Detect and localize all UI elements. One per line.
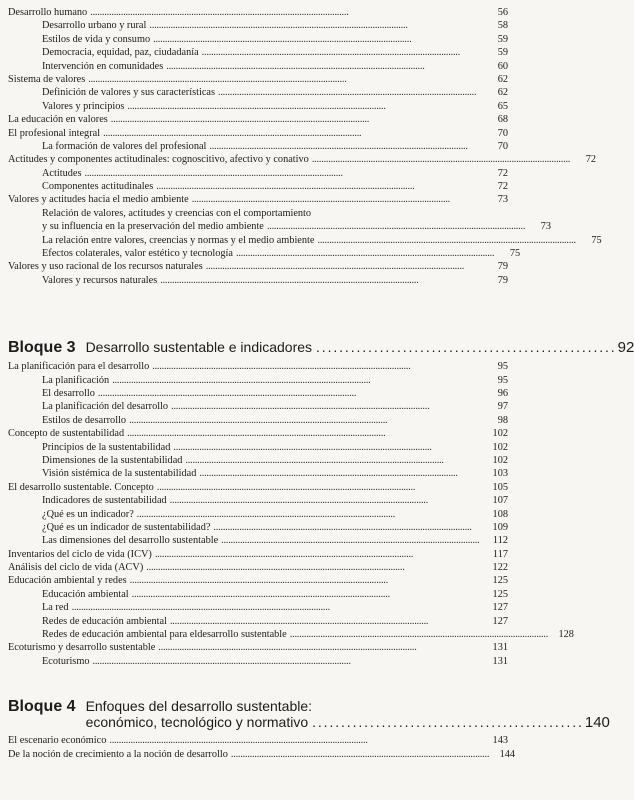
toc-entry-title: y su influencia en la preservación del medio ambiente (42, 221, 264, 233)
toc-entry-page: 127 (492, 615, 508, 627)
toc-entry-page: 62 (497, 87, 508, 99)
toc-subentry (8, 494, 508, 507)
dot-leader (166, 60, 481, 73)
toc-entry (8, 641, 508, 654)
dot-leader (218, 86, 481, 99)
dot-leader (160, 274, 481, 287)
dot-leader (129, 414, 481, 427)
toc-entry-title: La planificación (42, 374, 110, 386)
toc-subentry (8, 615, 508, 628)
toc-entry (8, 127, 508, 140)
toc-entry-title: Indicadores de sustentabilidad (42, 495, 167, 507)
toc-entry-title: Las dimensiones del desarrollo sustentable (42, 535, 219, 547)
toc-entry-title: Análisis del ciclo de vida (ACV) (8, 562, 144, 574)
toc-entry-title: La planificación del desarrollo (42, 401, 169, 413)
table-of-contents (8, 6, 634, 761)
toc-entry-title: Valores y actitudes hacia el medio ambiente (8, 194, 189, 206)
toc-subentry (8, 46, 508, 59)
toc-entry-title: Relación de valores, actitudes y creencias con el comportamiento (42, 207, 312, 219)
dot-leader (132, 588, 481, 601)
toc-subentry (8, 247, 521, 260)
toc-entry-title: El desarrollo (42, 387, 95, 399)
bloque-4-label: Bloque 4 (8, 698, 76, 716)
dot-leader (312, 153, 569, 166)
toc-entry-title: Visión sistémica de la sustentabilidad (42, 468, 197, 480)
toc-entry-page: 112 (492, 535, 508, 547)
toc-entry-title: El profesional integral (8, 127, 101, 139)
toc-subentry (8, 100, 508, 113)
toc-subentry (8, 387, 508, 400)
dot-leader (84, 167, 481, 180)
toc-entry (8, 748, 516, 761)
toc-entry-page: 58 (497, 20, 508, 32)
toc-subentry (8, 588, 508, 601)
dot-leader (72, 601, 481, 614)
toc-entry-title: Valores y principios (42, 100, 125, 112)
toc-subentry (8, 207, 508, 220)
dot-leader (92, 655, 481, 668)
toc-entry-page: 62 (497, 73, 508, 85)
toc-entry-page: 56 (497, 7, 508, 18)
toc-entry-page: 127 (492, 602, 508, 614)
dot-leader (202, 46, 481, 59)
toc-entry-page: 144 (499, 748, 516, 760)
toc-entry-title: Intervención en comunidades (42, 60, 164, 72)
dot-leader (206, 260, 481, 273)
dot-leader (170, 494, 481, 507)
toc-subentry (8, 374, 508, 387)
dot-leader (267, 220, 524, 233)
toc-subentry (8, 628, 574, 641)
dot-leader (153, 33, 481, 46)
toc-entry (8, 153, 596, 166)
toc-subentry (8, 454, 508, 467)
toc-subentry (8, 400, 508, 413)
dot-leader (111, 113, 481, 126)
toc-entry (8, 481, 508, 494)
dot-leader (137, 508, 481, 521)
toc-subentry (8, 521, 508, 534)
toc-entry-page: 75 (509, 248, 521, 260)
toc-entry-title: El desarrollo sustentable. Concepto (8, 481, 154, 493)
toc-entry-title: Actitudes y componentes actitudinales: cognoscitivo, afectivo y conativo (8, 154, 309, 166)
dot-leader (146, 561, 481, 574)
toc-entry-page: 72 (497, 181, 508, 193)
dot-leader (317, 234, 574, 247)
toc-entry-page: 70 (497, 127, 508, 139)
toc-entry-title: Sistema de valores (8, 73, 86, 85)
toc-entry-title: Democracia, equidad, paz, ciudadanía (42, 47, 199, 59)
toc-entry-title: El escenario económico (8, 735, 107, 747)
toc-entry-title: Estilos de desarrollo (42, 414, 127, 426)
toc-subentry (8, 274, 508, 287)
dot-leader (290, 628, 547, 641)
toc-entry-title: Estilos de vida y consumo (42, 33, 151, 45)
toc-entry-title: Inventarios del ciclo de vida (ICV) (8, 548, 152, 560)
toc-entry-page: 98 (497, 414, 508, 426)
toc-entry-title: Concepto de sustentabilidad (8, 428, 125, 440)
dot-leader (236, 247, 493, 260)
toc-entry-page: 102 (492, 441, 508, 453)
toc-subentry (8, 86, 508, 99)
toc-entry-page: 79 (497, 274, 508, 286)
toc-entry-page: 59 (497, 33, 508, 45)
toc-entry-page: 97 (497, 401, 508, 413)
bloque-4-heading (8, 698, 610, 732)
toc-entry-title: Valores y uso racional de los recursos naturales (8, 261, 203, 273)
dot-leader (127, 100, 481, 113)
bloque-4-title-line1: Enfoques del desarrollo sustentable: (85, 698, 313, 715)
dot-leader (155, 548, 481, 561)
bloque-3-heading (8, 339, 634, 357)
toc-entry-page: 107 (492, 495, 508, 507)
dot-leader (157, 481, 481, 494)
toc-entry (8, 427, 508, 440)
toc-entry-page: 65 (497, 100, 508, 112)
dot-leader (316, 339, 614, 355)
dot-leader (213, 521, 481, 534)
bloque-3-label: Bloque 3 (8, 339, 76, 357)
toc-subentry (8, 19, 508, 32)
toc-entry (8, 734, 508, 747)
toc-entry-page: 73 (540, 221, 552, 233)
toc-entry-page: 96 (497, 387, 508, 399)
toc-entry-title: Actitudes (42, 167, 82, 179)
toc-entry-title: Redes de educación ambiental (42, 615, 167, 627)
toc-entry (8, 6, 508, 19)
dot-leader (149, 19, 481, 32)
toc-subentry (8, 180, 508, 193)
toc-subentry (8, 167, 508, 180)
dot-leader (221, 534, 481, 547)
toc-entry-page: 59 (497, 47, 508, 59)
toc-subentry (8, 33, 508, 46)
toc-entry-title: Educación ambiental (42, 588, 129, 600)
toc-entry-page: 143 (492, 735, 508, 747)
toc-entry-title: Desarrollo humano (8, 7, 88, 18)
toc-entry (8, 193, 508, 206)
toc-entry-page: 109 (492, 521, 508, 533)
toc-subentry (8, 220, 552, 233)
dot-leader (158, 641, 481, 654)
toc-entry-title: Definición de valores y sus características (42, 87, 215, 99)
toc-entry-page: 105 (492, 481, 508, 493)
dot-leader (127, 427, 481, 440)
dot-leader (171, 400, 481, 413)
dot-leader (103, 127, 481, 140)
toc-entry (8, 574, 508, 587)
toc-entry-page: 95 (497, 374, 508, 386)
toc-entry-page: 68 (497, 114, 508, 126)
dot-leader (90, 6, 481, 19)
dot-leader (170, 615, 481, 628)
toc-subentry (8, 601, 508, 614)
toc-entry (8, 548, 508, 561)
bloque-4-page: 140 (584, 714, 610, 732)
dot-leader (88, 73, 481, 86)
toc-entry-page: 125 (492, 588, 508, 600)
toc-entry-page: 102 (492, 428, 508, 440)
toc-entry (8, 360, 508, 373)
dot-leader (130, 574, 481, 587)
toc-entry-page: 95 (497, 361, 508, 373)
dot-leader (112, 374, 481, 387)
toc-entry-title: Ecoturismo y desarrollo sustentable (8, 642, 156, 654)
toc-entry-page: 128 (558, 629, 574, 641)
dot-leader (152, 360, 481, 373)
toc-subentry (8, 441, 508, 454)
bloque-3-page: 92 (617, 339, 634, 357)
toc-section-bloque-4 (8, 734, 516, 761)
toc-entry-title: Principios de la sustentabilidad (42, 441, 171, 453)
toc-entry-page: 70 (497, 140, 508, 152)
dot-leader (173, 441, 481, 454)
dot-leader (199, 467, 481, 480)
toc-entry-title: Redes de educación ambiental para eldesarrollo sustentable (42, 629, 287, 641)
dot-leader (109, 734, 481, 747)
toc-entry-page: 75 (591, 234, 602, 246)
bloque-4-title-line2: económico, tecnológico y normativo (85, 714, 309, 731)
toc-entry-title: La red (42, 602, 69, 614)
toc-entry-page: 125 (492, 575, 508, 587)
dot-leader (156, 180, 481, 193)
dot-leader (312, 714, 581, 730)
toc-entry (8, 113, 508, 126)
toc-entry-title: ¿Qué es un indicador? (42, 508, 134, 520)
toc-subentry (8, 655, 508, 668)
toc-subentry (8, 140, 508, 153)
toc-entry-title: La educación en valores (8, 114, 108, 126)
toc-subentry (8, 60, 508, 73)
bloque-3-title: Desarrollo sustentable e indicadores (85, 339, 313, 356)
toc-section-bloque-2 (8, 6, 602, 287)
toc-entry-page: 122 (492, 562, 508, 574)
toc-subentry (8, 467, 508, 480)
toc-entry-page: 108 (492, 508, 508, 520)
toc-entry-title: Dimensiones de la sustentabilidad (42, 454, 183, 466)
toc-entry (8, 73, 508, 86)
toc-entry-page: 131 (492, 642, 508, 654)
toc-entry (8, 561, 508, 574)
toc-entry-title: Educación ambiental y redes (8, 575, 127, 587)
toc-entry-page: 73 (497, 194, 508, 206)
toc-entry-page: 79 (497, 261, 508, 273)
toc-subentry (8, 534, 508, 547)
toc-subentry (8, 234, 602, 247)
toc-subentry (8, 414, 508, 427)
toc-entry-title: ¿Qué es un indicador de sustentabilidad? (42, 521, 211, 533)
toc-entry-title: La relación entre valores, creencias y normas y el medio ambiente (42, 234, 315, 246)
toc-entry-title: La planificación para el desarrollo (8, 361, 150, 373)
toc-entry-title: Efectos colaterales, valor estético y tecnología (42, 248, 233, 260)
toc-entry-title: Ecoturismo (42, 655, 90, 667)
toc-entry-page: 103 (492, 468, 508, 480)
toc-entry-page: 117 (492, 548, 508, 560)
toc-entry (8, 260, 508, 273)
toc-entry-page: 72 (497, 167, 508, 179)
toc-entry-title: Valores y recursos naturales (42, 274, 158, 286)
toc-entry-page: 60 (497, 60, 508, 72)
toc-entry-page: 131 (492, 655, 508, 667)
toc-entry-title: De la noción de crecimiento a la noción de desarrollo (8, 748, 228, 760)
dot-leader (98, 387, 481, 400)
toc-entry-title: La formación de valores del profesional (42, 140, 207, 152)
toc-entry-page: 102 (492, 454, 508, 466)
dot-leader (185, 454, 481, 467)
toc-section-bloque-3 (8, 360, 574, 668)
toc-entry-title: Componentes actitudinales (42, 181, 154, 193)
dot-leader (231, 748, 488, 761)
toc-subentry (8, 508, 508, 521)
toc-entry-title: Desarrollo urbano y rural (42, 20, 147, 32)
dot-leader (209, 140, 481, 153)
toc-entry-page: 72 (585, 154, 596, 166)
dot-leader (192, 193, 481, 206)
